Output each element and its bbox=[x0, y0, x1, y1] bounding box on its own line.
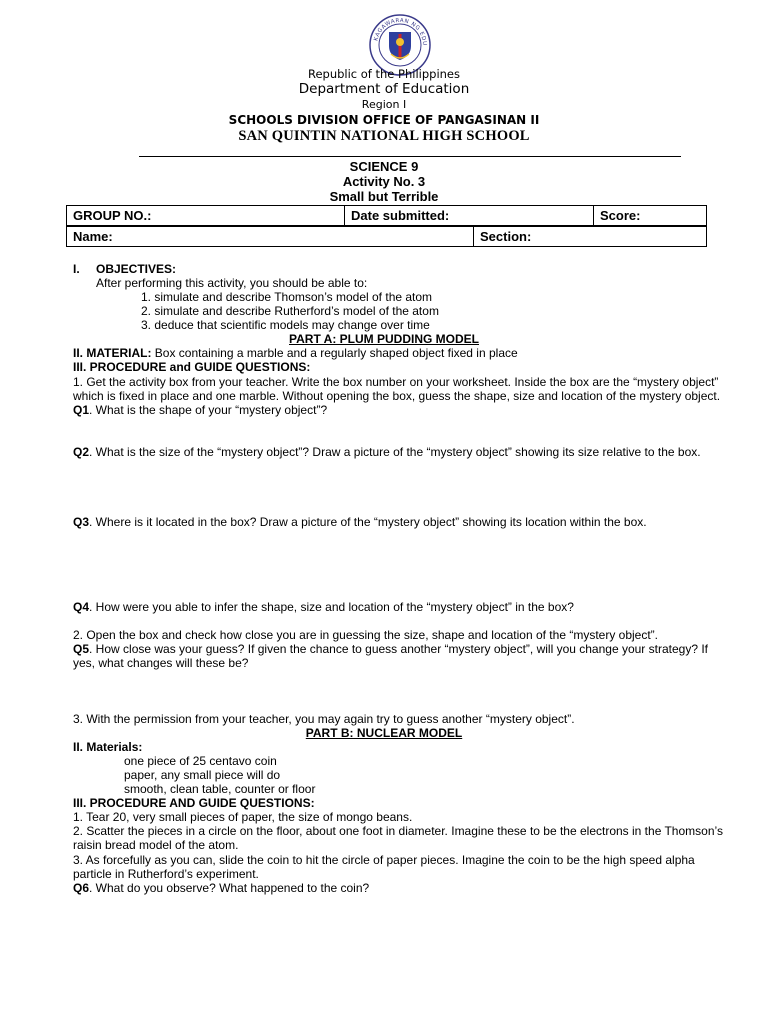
procedure-b-text: PROCEDURE AND GUIDE QUESTIONS: bbox=[86, 796, 315, 810]
q6-label: Q6 bbox=[73, 881, 90, 895]
step1-line1: 1. Get the activity box from your teacher. Write the box number on your worksheet. Inside the box are the “mystery object” bbox=[73, 375, 719, 389]
materials-heading: II. Materials: bbox=[73, 740, 143, 754]
subject-title: SCIENCE 9 bbox=[349, 159, 419, 174]
q2-text: . What is the size of the “mystery object”? Draw a picture of the “mystery object” showing its size relative to the box. bbox=[89, 445, 701, 459]
part-b-step3-line2: particle in Rutherford’s experiment. bbox=[73, 867, 259, 881]
q5-text: . How close was your guess? If given the chance to guess another “mystery object”, will you change your strategy? If bbox=[89, 642, 708, 656]
step2: 2. Open the box and check how close you are in guessing the size, shape and location of the “mystery object”. bbox=[73, 628, 659, 642]
q4-text: . How were you able to infer the shape, size and location of the “mystery object” in the box? bbox=[89, 600, 574, 614]
region-line: Region I bbox=[361, 98, 407, 111]
step1-line2: which is fixed in place and one marble. Without opening the box, guess the shape, size and location of the mystery object. bbox=[73, 389, 721, 403]
republic-line: Republic of the Philippines bbox=[307, 67, 461, 81]
objective-item: 2. simulate and describe Rutherford’s model of the atom bbox=[141, 304, 439, 318]
date-submitted-field[interactable]: Date submitted: bbox=[345, 206, 594, 226]
question-q3 bbox=[73, 515, 647, 529]
material-line bbox=[73, 346, 518, 360]
info-table-row1 bbox=[66, 205, 707, 226]
q4-label: Q4 bbox=[73, 600, 90, 614]
part-b-step1: 1. Tear 20, very small pieces of paper, the size of mongo beans. bbox=[73, 810, 413, 824]
objectives-heading: OBJECTIVES: bbox=[96, 262, 177, 276]
procedure-b-heading bbox=[73, 796, 315, 810]
part-b-heading: PART B: NUCLEAR MODEL bbox=[305, 726, 463, 740]
objectives-numeral: I. bbox=[73, 262, 80, 276]
procedure-b-numeral: III. bbox=[73, 796, 87, 810]
question-q2 bbox=[73, 445, 701, 459]
q5-line2: yes, what changes will these be? bbox=[73, 656, 249, 670]
svg-text:KAGAWARAN NG EDUKASYON: KAGAWARAN NG EDU bbox=[373, 17, 428, 47]
group-field[interactable]: GROUP NO.: bbox=[67, 206, 345, 226]
q3-label: Q3 bbox=[73, 515, 90, 529]
material-label: II. MATERIAL: bbox=[73, 346, 152, 360]
score-field[interactable]: Score: bbox=[594, 206, 707, 226]
q2-label: Q2 bbox=[73, 445, 90, 459]
section-field[interactable]: Section: bbox=[474, 227, 707, 247]
part-b-step2-line2: raisin bread model of the atom. bbox=[73, 838, 239, 852]
part-b-step3-line1: 3. As forcefully as you can, slide the coin to hit the circle of paper pieces. Imagine the coin to be the high speed alpha bbox=[73, 853, 695, 867]
activity-name: Small but Terrible bbox=[329, 189, 439, 204]
name-field[interactable]: Name: bbox=[67, 227, 474, 247]
q1-text: . What is the shape of your “mystery object”? bbox=[89, 403, 328, 417]
department-line: Department of Education bbox=[298, 81, 470, 97]
objective-item: 3. deduce that scientific models may change over time bbox=[141, 318, 430, 332]
division-line: SCHOOLS DIVISION OFFICE OF PANGASINAN II bbox=[228, 113, 540, 127]
question-q5 bbox=[73, 642, 708, 656]
procedure-heading: III. PROCEDURE and GUIDE QUESTIONS: bbox=[73, 360, 311, 374]
part-a-heading: PART A: PLUM PUDDING MODEL bbox=[289, 332, 479, 346]
material-item: paper, any small piece will do bbox=[124, 768, 281, 782]
question-q4 bbox=[73, 600, 574, 614]
q5-label: Q5 bbox=[73, 642, 90, 656]
objective-item: 1. simulate and describe Thomson’s model of the atom bbox=[141, 290, 433, 304]
objectives-intro: After performing this activity, you should be able to: bbox=[96, 276, 368, 290]
activity-number: Activity No. 3 bbox=[342, 174, 426, 189]
q3-text: . Where is it located in the box? Draw a picture of the “mystery object” showing its location within the box. bbox=[89, 515, 647, 529]
part-b-step2-line1: 2. Scatter the pieces in a circle on the floor, about one foot in diameter. Imagine these to be the electrons in the Thomson’s bbox=[73, 824, 723, 838]
school-name: SAN QUINTIN NATIONAL HIGH SCHOOL bbox=[238, 128, 530, 144]
q6-text: . What do you observe? What happened to the coin? bbox=[89, 881, 370, 895]
question-q1 bbox=[73, 403, 327, 417]
q1-label: Q1 bbox=[73, 403, 90, 417]
question-q6 bbox=[73, 881, 369, 895]
material-item: one piece of 25 centavo coin bbox=[124, 754, 277, 768]
material-item: smooth, clean table, counter or floor bbox=[124, 782, 316, 796]
info-table-row2 bbox=[66, 226, 707, 247]
header-divider bbox=[139, 156, 681, 157]
step3: 3. With the permission from your teacher, you may again try to guess another “mystery object”. bbox=[73, 712, 575, 726]
material-text: Box containing a marble and a regularly shaped object fixed in place bbox=[151, 346, 518, 360]
